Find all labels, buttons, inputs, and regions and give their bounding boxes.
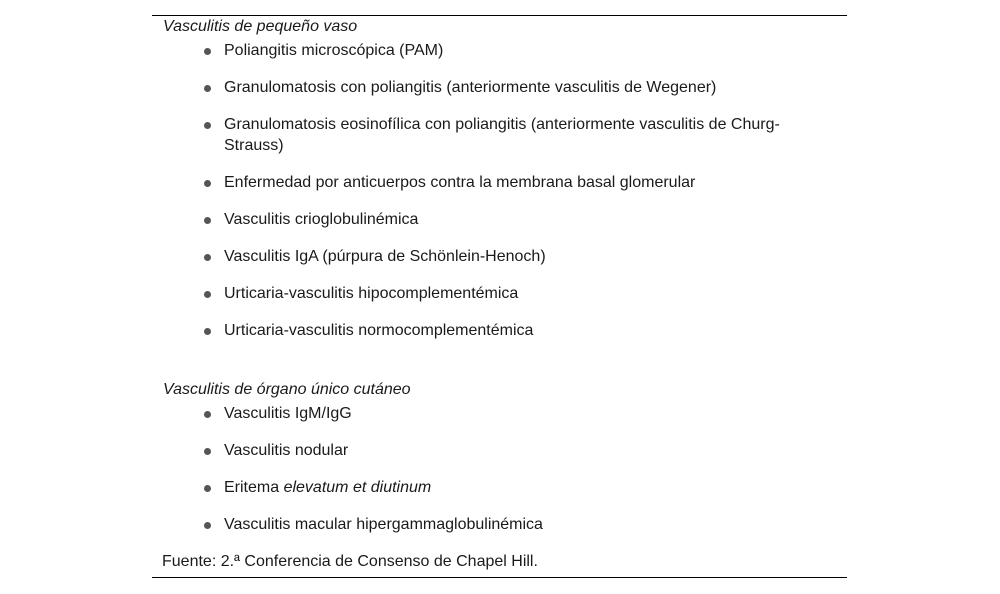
bullet-icon	[204, 180, 211, 187]
bullet-icon	[204, 328, 211, 335]
list-item-text: Granulomatosis eosinofílica con poliangitis (anteriormente vasculitis de Churg-Strauss)	[224, 116, 780, 154]
list-item	[224, 40, 794, 61]
list-item	[224, 403, 794, 424]
list-item	[224, 440, 794, 461]
list-item	[224, 320, 794, 341]
list-item	[224, 114, 794, 156]
list-item-text: Vasculitis nodular	[224, 442, 349, 459]
list-item	[224, 209, 794, 230]
list-item	[224, 246, 794, 267]
bullet-icon	[204, 485, 211, 492]
list-item-text: Enfermedad por anticuerpos contra la membrana basal glomerular	[224, 174, 696, 191]
bullet-icon	[204, 85, 211, 92]
bullet-icon	[204, 122, 211, 129]
list-item-text: Vasculitis crioglobulinémica	[224, 211, 419, 228]
list-item-text: Vasculitis IgA (púrpura de Schönlein-Henoch)	[224, 248, 546, 265]
bullet-icon	[204, 411, 211, 418]
list-item-text: Granulomatosis con poliangitis (anteriormente vasculitis de Wegener)	[224, 79, 717, 96]
list-item-text: Urticaria-vasculitis hipocomplementémica	[224, 285, 519, 302]
list-item-text: Poliangitis microscópica (PAM)	[224, 42, 444, 59]
list-item-text: Vasculitis IgM/IgG	[224, 405, 352, 422]
bullet-icon	[204, 291, 211, 298]
classification-table	[152, 15, 847, 578]
list-item-text-prefix: Eritema	[224, 479, 284, 496]
bullet-icon	[204, 522, 211, 529]
bullet-icon	[204, 217, 211, 224]
list-item-text: Vasculitis macular hipergammaglobulinémica	[224, 516, 543, 533]
list-item	[224, 172, 794, 193]
source-note: Fuente: 2.ª Conferencia de Consenso de Chapel Hill.	[162, 553, 538, 570]
bullet-icon	[204, 448, 211, 455]
section-title-small-vessel: Vasculitis de pequeño vaso	[163, 18, 358, 35]
bullet-icon	[204, 48, 211, 55]
list-item	[224, 514, 794, 535]
list-item-text: Urticaria-vasculitis normocomplementémica	[224, 322, 534, 339]
list-item	[224, 283, 794, 304]
list-item-text-italic: elevatum et diutinum	[283, 479, 432, 496]
list-item	[224, 77, 794, 98]
list-item	[224, 477, 794, 498]
bullet-icon	[204, 254, 211, 261]
section-title-cutaneous: Vasculitis de órgano único cutáneo	[163, 381, 411, 398]
